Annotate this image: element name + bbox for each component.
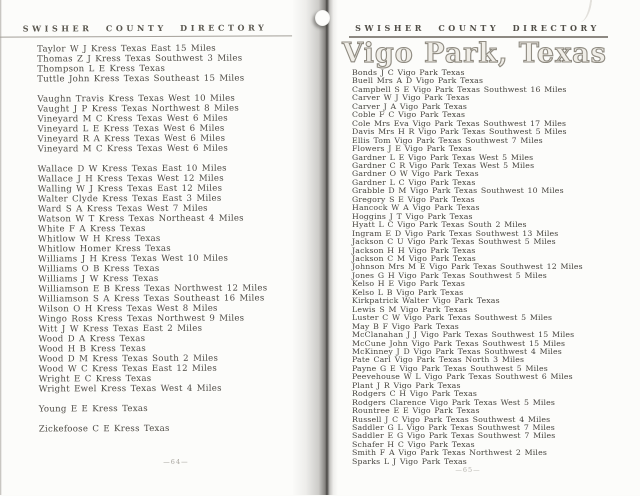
- directory-entry: Flowers J E Vigo Park Texas: [352, 144, 472, 154]
- directory-entry: Ward S A Kress Texas West 7 Miles: [37, 203, 208, 215]
- directory-entry: McCune John Vigo Park Texas Southwest 15 Miles: [352, 338, 566, 348]
- entry-group: [39, 403, 268, 414]
- directory-entry: Jackson C U Vigo Park Texas Southwest 5 Miles: [352, 237, 556, 247]
- directory-entry: Whitlow W H Kress Texas: [37, 233, 161, 245]
- directory-entry: Zickefoose C E Kress Texas: [38, 423, 170, 435]
- entry-group: [39, 423, 268, 434]
- directory-entry: Taylor W J Kress Texas East 15 Miles: [37, 43, 216, 55]
- directory-entry: Vineyard M C Kress Texas West 6 Miles: [37, 143, 229, 155]
- directory-entry: Thomas Z J Kress Texas Southwest 3 Miles: [37, 53, 243, 65]
- directory-entry: Buell Mrs A D Vigo Park Texas: [352, 76, 484, 86]
- directory-entry: Wingo Ross Kress Texas Northwest 9 Miles: [38, 313, 245, 325]
- directory-entry: Wright Ewel Kress Texas West 4 Miles: [38, 383, 222, 395]
- directory-entry: Gardner L C Vigo Park Texas: [352, 177, 476, 187]
- directory-entry: Williamson S A Kress Texas Southeast 16 Miles: [38, 293, 265, 305]
- directory-entry: Gardner O W Vigo Park Texas: [352, 169, 479, 179]
- entry-group: [38, 163, 268, 394]
- directory-entry: Jackson H H Vigo Park Texas: [352, 245, 476, 255]
- directory-entry: Carver W J Vigo Park Texas: [352, 93, 470, 103]
- directory-entry: Wood D M Kress Texas South 2 Miles: [38, 353, 219, 365]
- directory-entry: Vineyard L E Kress Texas West 6 Miles: [37, 123, 225, 135]
- directory-entry: Hancock W A Vigo Park Texas: [352, 203, 480, 213]
- directory-entry: Vineyard R A Kress Texas West 6 Miles: [37, 133, 226, 145]
- directory-entry: Williams J W Kress Texas: [38, 273, 159, 285]
- directory-entry: Tuttle John Kress Texas Southeast 15 Miles: [37, 73, 245, 85]
- directory-entry: Pate Carl Vigo Park Texas North 3 Miles: [352, 355, 525, 365]
- directory-entry: Hyatt L C Vigo Park Texas South 2 Miles: [352, 220, 527, 230]
- directory-entry: Coble F C Vigo Park Texas: [352, 110, 466, 120]
- directory-entry: Saddler E G Vigo Park Texas Southwest 7 Miles: [352, 431, 556, 441]
- directory-entry: Wallace D W Kress Texas East 10 Miles: [37, 163, 227, 175]
- directory-entry: Campbell S E Vigo Park Texas Southwest 16 Miles: [352, 84, 567, 94]
- left-page-entries: [37, 43, 268, 444]
- directory-entry: Whitlow Homer Kress Texas: [37, 243, 171, 255]
- directory-entry: Vaught J P Kress Texas Northwest 8 Miles: [37, 103, 240, 115]
- directory-entry: Wood W C Kress Texas East 12 Miles: [38, 363, 218, 375]
- directory-entry: McKinney J D Vigo Park Texas Southwest 4 Miles: [352, 346, 562, 356]
- left-page-header: SWISHER COUNTY DIRECTORY: [22, 22, 268, 34]
- directory-entry: Young E E Kress Texas: [38, 404, 148, 415]
- directory-entry: Gardner L E Vigo Park Texas West 5 Miles: [352, 152, 534, 162]
- right-page: [335, 0, 620, 495]
- section-title-vigo-park: Vigo Park, Texas: [342, 38, 607, 69]
- directory-entry: Plant J R Vigo Park Texas: [352, 380, 461, 390]
- punch-hole: [315, 10, 330, 26]
- directory-entry: Gardner C R Vigo Park Texas West 5 Miles: [352, 160, 535, 170]
- directory-entry: Vineyard M C Kress Texas West 6 Miles: [37, 113, 228, 125]
- directory-entry: Carver J A Vigo Park Texas: [352, 101, 468, 111]
- directory-entry: Vaughn Travis Kress Texas West 10 Miles: [37, 93, 236, 105]
- directory-entry: Bonds J C Vigo Park Texas: [352, 68, 465, 77]
- right-page-header: SWISHER COUNTY DIRECTORY: [355, 23, 600, 33]
- right-page-number: —65—: [455, 466, 481, 474]
- directory-entry: May B F Vigo Park Texas: [352, 321, 459, 331]
- directory-entry: Williamson E B Kress Texas Northwest 12 Miles: [38, 283, 268, 295]
- directory-entry: Witt J W Kress Texas East 2 Miles: [38, 323, 203, 335]
- directory-entry: Rodgers C H Vigo Park Texas: [352, 389, 478, 399]
- left-header-rule: [0, 35, 292, 37]
- directory-entry: White F A Kress Texas: [37, 224, 146, 235]
- directory-entry: Kelso H E Vigo Park Texas: [352, 279, 465, 289]
- directory-entry: Jackson C M Vigo Park Texas: [352, 253, 476, 263]
- entry-group: [37, 93, 266, 154]
- directory-entry: Cole Mrs Eva Vigo Park Texas Southwest 17 Miles: [352, 118, 567, 128]
- directory-entry: Lewis S M Vigo Park Texas: [352, 304, 468, 314]
- directory-entry: Johnson Mrs M E Vigo Park Texas Southwest 12 Miles: [352, 262, 583, 272]
- directory-entry: Ingram E D Vigo Park Texas Southwest 13 Miles: [352, 228, 559, 238]
- directory-entry: Smith F A Vigo Park Texas Northwest 2 Miles: [352, 448, 547, 458]
- directory-entry: Sparks L J Vigo Park Texas: [352, 456, 467, 466]
- directory-entry: Jones G H Vigo Park Texas Southwest 5 Miles: [352, 270, 547, 280]
- directory-entry: Russell J C Vigo Park Texas Southwest 4 Miles: [352, 414, 551, 424]
- directory-entry: Thompson L E Kress Texas: [37, 63, 166, 75]
- directory-entry: Schafer H C Vigo Park Texas: [352, 439, 475, 449]
- directory-entry: Wright E C Kress Texas: [38, 373, 152, 385]
- directory-entry: Hoggins J T Vigo Park Texas: [352, 211, 473, 221]
- left-page-number: —64—: [163, 457, 189, 466]
- directory-entry: Wood H B Kress Texas: [38, 344, 147, 355]
- directory-entry: Wallace J H Kress Texas West 12 Miles: [37, 173, 224, 185]
- directory-entry: Rountree E E Vigo Park Texas: [352, 406, 480, 416]
- directory-entry: Peevehouse W L Vigo Park Texas Southwest 6 Miles: [352, 372, 573, 382]
- directory-entry: Kirkpatrick Walter Vigo Park Texas: [352, 296, 500, 306]
- directory-entry: Payne G E Vigo Park Texas Southwest 5 Miles: [352, 363, 548, 373]
- directory-entry: McClanahan J J Vigo Park Texas Southwest 15 Miles: [352, 330, 575, 340]
- directory-entry: Grabble D M Vigo Park Texas Southwest 10 Miles: [352, 186, 564, 196]
- directory-entry: Watson W T Kress Texas Northeast 4 Miles: [37, 213, 244, 225]
- directory-entry: Walter Clyde Kress Texas East 3 Miles: [37, 193, 222, 205]
- directory-entry: Wood D A Kress Texas: [38, 334, 146, 345]
- directory-entry: Rodgers Clarence Vigo Park Texas West 5 Miles: [352, 397, 556, 407]
- right-page-entries: [352, 69, 583, 466]
- entry-group: [37, 43, 266, 84]
- directory-entry: Williams O B Kress Texas: [38, 263, 160, 275]
- left-page: [0, 0, 301, 496]
- directory-entry: Saddler G L Vigo Park Texas Southwest 7 Miles: [352, 423, 555, 433]
- directory-entry: Luster C W Vigo Park Texas Southwest 5 Miles: [352, 313, 553, 323]
- directory-entry: Kelso L B Vigo Park Texas: [352, 287, 464, 297]
- directory-entry: Wilson O H Kress Texas West 8 Miles: [38, 303, 218, 315]
- directory-entry: Williams J H Kress Texas West 10 Miles: [38, 253, 229, 265]
- directory-entry: Gregory S E Vigo Park Texas: [352, 194, 475, 204]
- directory-entry: Walling W J Kress Texas East 12 Miles: [37, 183, 223, 195]
- directory-entry: Davis Mrs H R Vigo Park Texas Southwest 5 Miles: [352, 127, 567, 137]
- directory-entry: Ellis Tom Vigo Park Texas Southwest 7 Miles: [352, 135, 543, 145]
